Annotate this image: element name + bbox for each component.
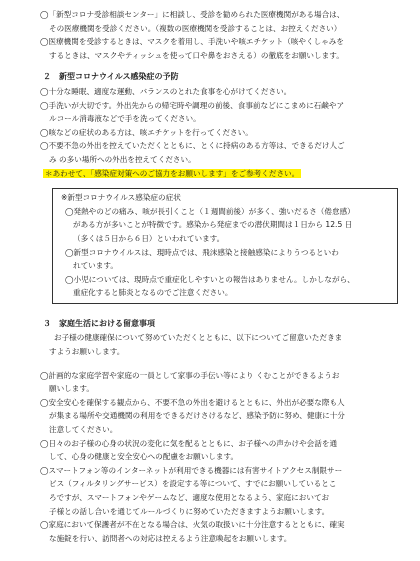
symptoms-box [52, 188, 398, 304]
section-3-body [40, 369, 390, 546]
section-3-heading: ３ 家庭生活における留意事項 [43, 318, 155, 328]
text-line: 子様との話し合いを通じてルールづくりに努めていただきますようお願いします。 [49, 506, 330, 516]
section-3-intro [40, 331, 390, 358]
spacer [40, 359, 390, 369]
box-line: 重症化すると肺炎となるのでご注意ください。 [73, 288, 233, 298]
box-line: れています。 [73, 261, 118, 271]
text-line: ◯日々のお子様の心身の状況の変化に気を配るとともに、お子様への声かけや会話を通 [40, 438, 338, 448]
text-line: して、心身の健康と安全安心への配慮をお願いします。 [49, 452, 239, 462]
text-line: ろですが、スマートフォンやゲームなど、適度な使用となるよう、家庭においてお [49, 493, 330, 502]
section-2-body [40, 85, 390, 180]
text-line: ◯家庭において保護者が不在となる場合は、火気の取扱いに十分注意するとともに、確実 [40, 520, 345, 530]
text-line: 注意してください。 [49, 425, 118, 435]
section-2-heading: ２ 新型コロナウイルス感染症の予防 [43, 72, 179, 82]
box-line: （多くは５日から６日）といわれています。 [73, 233, 225, 243]
text-line: ◯計画的な家庭学習や家庭の一員として家事の手伝い等により くむことができるようお [40, 370, 340, 380]
text-line: するときは、マスクやティッシュを使って口や鼻をおさえる）の徹底をお願いします。 [49, 50, 344, 60]
top-block [40, 8, 390, 62]
text-line: な施錠を行い、訪問者への対応は控えるよう注意喚起をお願いします。 [49, 533, 292, 543]
box-line: ◯発熱やのどの痛み、咳が長引くこと（１週間前後）が多く、強いだるさ（倦怠感） [65, 206, 355, 216]
text-line: み の多い場所への外出を控えてください。 [49, 154, 196, 164]
text-line: ◯「新型コロナ受診相談センター」に相談し、受診を勧められた医療機関がある場合は、 [40, 10, 345, 19]
text-line: ◯医療機関を受診するときは、マスクを着用し、手洗いや咳エチケット（咳やくしゃみを [40, 37, 344, 47]
text-line: が集まる場所や交通機関の利用をできるだけさけるなど、感染予防に努め、健康に十分 [49, 411, 345, 421]
text-line: ◯不要不急の外出を控えていただくとともに、とくに持病のある方等は、できるだけ人ご [40, 141, 345, 151]
highlight-line [40, 167, 390, 181]
text-line: ◯手洗いが大切です。外出先からの帰宅時や調理の前後、食事前などにこまめに石鹸やア [40, 100, 345, 110]
box-line: がある方が多いことが特徴です。感染から発症までの潜伏期間は１日から 12.5 日 [73, 220, 353, 230]
highlighted-note: ＊あわせて、「感染症対策へのご協力をお願いします」をご参考ください。 [45, 168, 300, 178]
text-line: すようお願いします。 [49, 347, 125, 357]
text-line: お子様の健康確保について努めていただくとともに、以下についてご留意いただきま [54, 333, 343, 343]
text-line: ビス（フィルタリングサービス）を設定する等について、すでにお願いしているとこ [49, 479, 337, 489]
text-line: その医療機関を受診ください。（複数の医療機関を受診することは、お控えください） [49, 23, 342, 33]
text-line: ◯スマートフォン等のインターネットが利用できる機器には有害サイトアクセス制限サー [40, 465, 343, 475]
box-line: ◯新型コロナウイルスは、現時点では、飛沫感染と接触感染によりうつるといわ [65, 247, 339, 257]
text-line: ◯十分な睡眠、適度な運動、バランスのとれた食事を心がけてください。 [40, 86, 292, 96]
text-line: ◯安全安心を確保する観点から、不要不急の外出を避けるとともに、外出が必要な際も人 [40, 397, 345, 407]
box-title: ※新型コロナウイルス感染症の症状 [61, 193, 181, 203]
box-line: ◯小児については、現時点で重症化しやすいとの報告はありません。しかしながら、 [65, 274, 355, 284]
text-line: 願いします。 [49, 384, 94, 394]
text-line: ルコール消毒液などで手を洗ってください。 [49, 114, 201, 124]
text-line: ◯咳などの症状のある方は、咳エチケットを行ってください。 [40, 127, 253, 137]
